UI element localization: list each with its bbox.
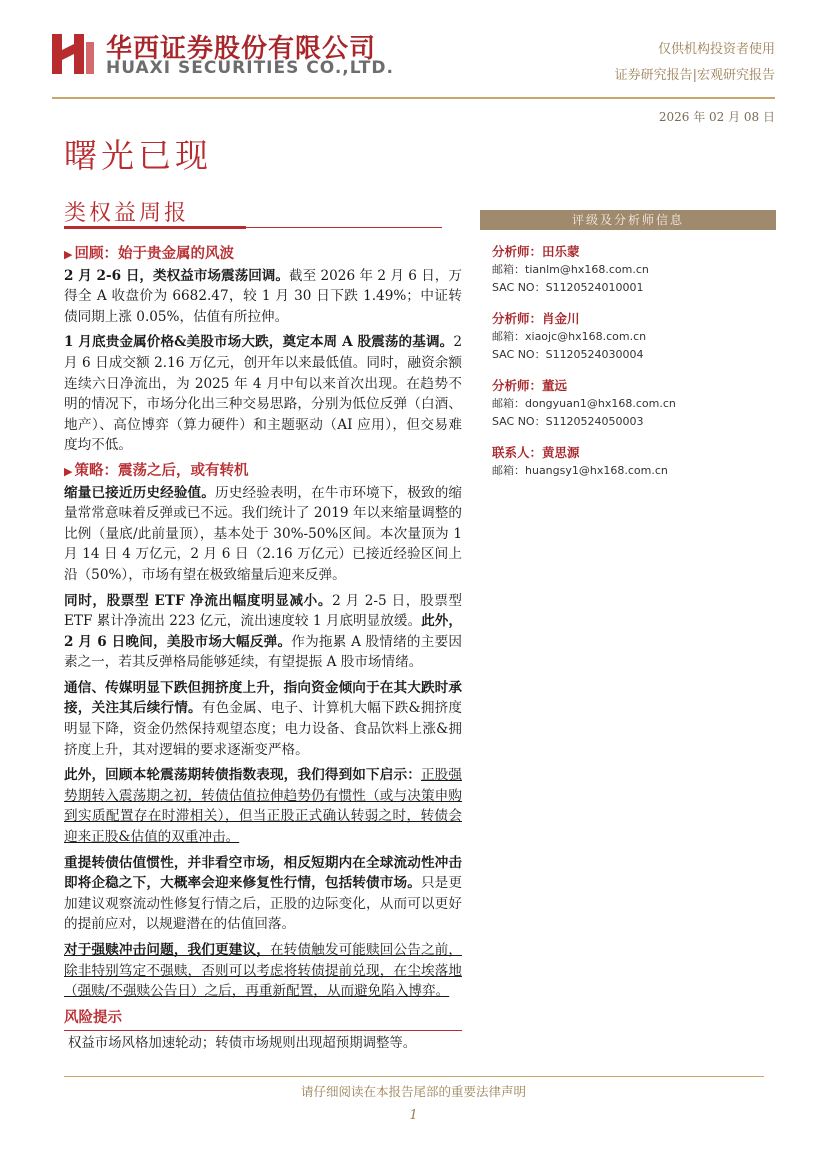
- audience-note: 仅供机构投资者使用: [657, 42, 775, 57]
- strategy-paragraph-1: 缩量已接近历史经验值。历史经验表明，在牛市环境下，极致的缩量常常意味着反弹或已不远。我们统计了 2019 年以来缩量调整的比例（量底/此前量顶），基本处于 30%-50%区间。本次量顶为 1 月 14 日 4 万亿元，2 月 6 日（2.16 万亿元）已接近经验区间上沿（50%），市场有望在极致缩量后迎来反弹。: [64, 484, 463, 583]
- header-divider: [52, 97, 775, 99]
- review-paragraph-1: 2 月 2-6 日，类权益市场震荡回调。截至 2026 年 2 月 6 日，万得全 A 收盘价为 6682.47，较 1 月 30 日下跌 1.49%；中证转债同期上涨 0.05%，估值有所拉伸。: [64, 267, 462, 325]
- section-strategy-heading: ▶ 策略：震荡之后，或有转机: [64, 461, 249, 479]
- subtitle-underline: [64, 226, 246, 229]
- analyst-card: [492, 309, 776, 364]
- strategy-paragraph-3: 通信、传媒明显下跌但拥挤度上升，指向资金倾向于在其大跌时承接，关注其后续行情。有色金属、电子、计算机大幅下跌&拥挤度明显下降，资金仍然保持观望态度；电力设备、食品饮料上涨&拥挤度上升，其对逻辑的要求逐渐变严格。: [64, 679, 462, 758]
- analyst-name: 分析师：董远: [492, 378, 568, 393]
- analyst-sac: SAC NO：S1120524030004: [492, 348, 644, 361]
- report-body: [64, 244, 462, 1055]
- risk-text: 权益市场风格加速轮动；转债市场规则出现超预期调整等。: [68, 1036, 417, 1052]
- analyst-card: [492, 242, 776, 297]
- subtitle-underline-thin: [246, 227, 442, 228]
- triangle-bullet-icon: ▶: [64, 248, 73, 261]
- huaxi-logo-icon: [52, 30, 96, 74]
- review-paragraph-2: 1 月底贵金属价格&美股市场大跌，奠定本周 A 股震荡的基调。2 月 6 日成交额 2.16 万亿元，创开年以来最低值。同时，融资余额连续六日净流出，为 2025 年 4 月中旬以来首次出现。在趋势不明的情况下，市场分化出三种交易思路，分别为低位反弹（白酒、地产）、高位博弈（算力硬件）和主题驱动（AI 应用），但交易难度均不低。: [64, 334, 462, 454]
- analyst-card: [492, 376, 776, 431]
- contact-card: [492, 443, 776, 480]
- strategy-paragraph-6: 对于强赎冲击问题，我们更建议，在转债触发可能赎回公告之前，除非特别笃定不强赎，否则可以考虑将转债提前兑现，在尘埃落地（强赎/不强赎公告日）之后，再重新配置，从而避免陷入博弈。: [64, 942, 463, 1000]
- company-name-en: HUAXI SECURITIES CO.,LTD.: [106, 58, 394, 78]
- contact-name: 联系人：黄思源: [492, 445, 580, 460]
- sidebar-header: 评级及分析师信息: [480, 210, 776, 230]
- analyst-sac: SAC NO：S1120524010001: [492, 281, 644, 294]
- report-title: 曙光已现: [64, 136, 212, 175]
- strategy-paragraph-2: 同时，股票型 ETF 净流出幅度明显减小。2 月 2-5 日，股票型 ETF 累计净流出 223 亿元，流出速度较 1 月底明显放缓。此外，2 月 6 日晚间，美股市场大幅反弹。作为拖累 A 股情绪的主要因素之一，若其反弹格局能够延续，有望提振 A 股市场情绪。: [64, 592, 463, 671]
- analyst-name: 分析师：田乐蒙: [492, 244, 580, 259]
- analyst-email[interactable]: 邮箱：xiaojc@hx168.com.cn: [492, 330, 647, 343]
- company-name-cn: 华西证券股份有限公司: [106, 34, 377, 64]
- triangle-bullet-icon: ▶: [64, 464, 73, 478]
- analyst-email[interactable]: 邮箱：dongyuan1@hx168.com.cn: [492, 397, 676, 410]
- page-number: 1: [409, 1108, 418, 1123]
- footer-divider: [64, 1076, 764, 1077]
- analyst-sidebar: [480, 210, 776, 480]
- analyst-sac: SAC NO：S1120524050003: [492, 415, 644, 428]
- contact-email[interactable]: 邮箱：huangsy1@hx168.com.cn: [492, 464, 668, 477]
- section-review-heading: ▶ 回顾：始于贵金属的风波: [64, 245, 234, 262]
- report-date: 2026 年 02 月 08 日: [658, 110, 775, 124]
- strategy-paragraph-5: 重提转债估值惯性，并非看空市场，相反短期内在全球流动性冲击即将企稳之下，大概率会迎来修复性行情，包括转债市场。只是更加建议观察流动性修复行情之后，正股的边际变化，从而可以更好的提前应对，以规避潜在的估值回落。: [64, 854, 463, 933]
- report-subtitle: 类权益周报: [64, 201, 190, 226]
- legal-disclaimer-link[interactable]: 请仔细阅读在本报告尾部的重要法律声明: [300, 1084, 526, 1099]
- report-category: 证券研究报告|宏观研究报告: [614, 68, 775, 83]
- risk-divider: [64, 1030, 462, 1031]
- strategy-paragraph-4: 此外，回顾本轮震荡期转债指数表现，我们得到如下启示：正股强势期转入震荡期之初，转债估值拉伸趋势仍有惯性（或与决策申购到实质配置存在时滞相关），但当正股正式确认转弱之时，转债会迎来正股&估值的双重冲击。: [64, 767, 463, 846]
- analyst-name: 分析师：肖金川: [492, 311, 580, 326]
- analyst-email[interactable]: 邮箱：tianlm@hx168.com.cn: [492, 263, 649, 276]
- risk-heading: 风险提示: [64, 1008, 122, 1026]
